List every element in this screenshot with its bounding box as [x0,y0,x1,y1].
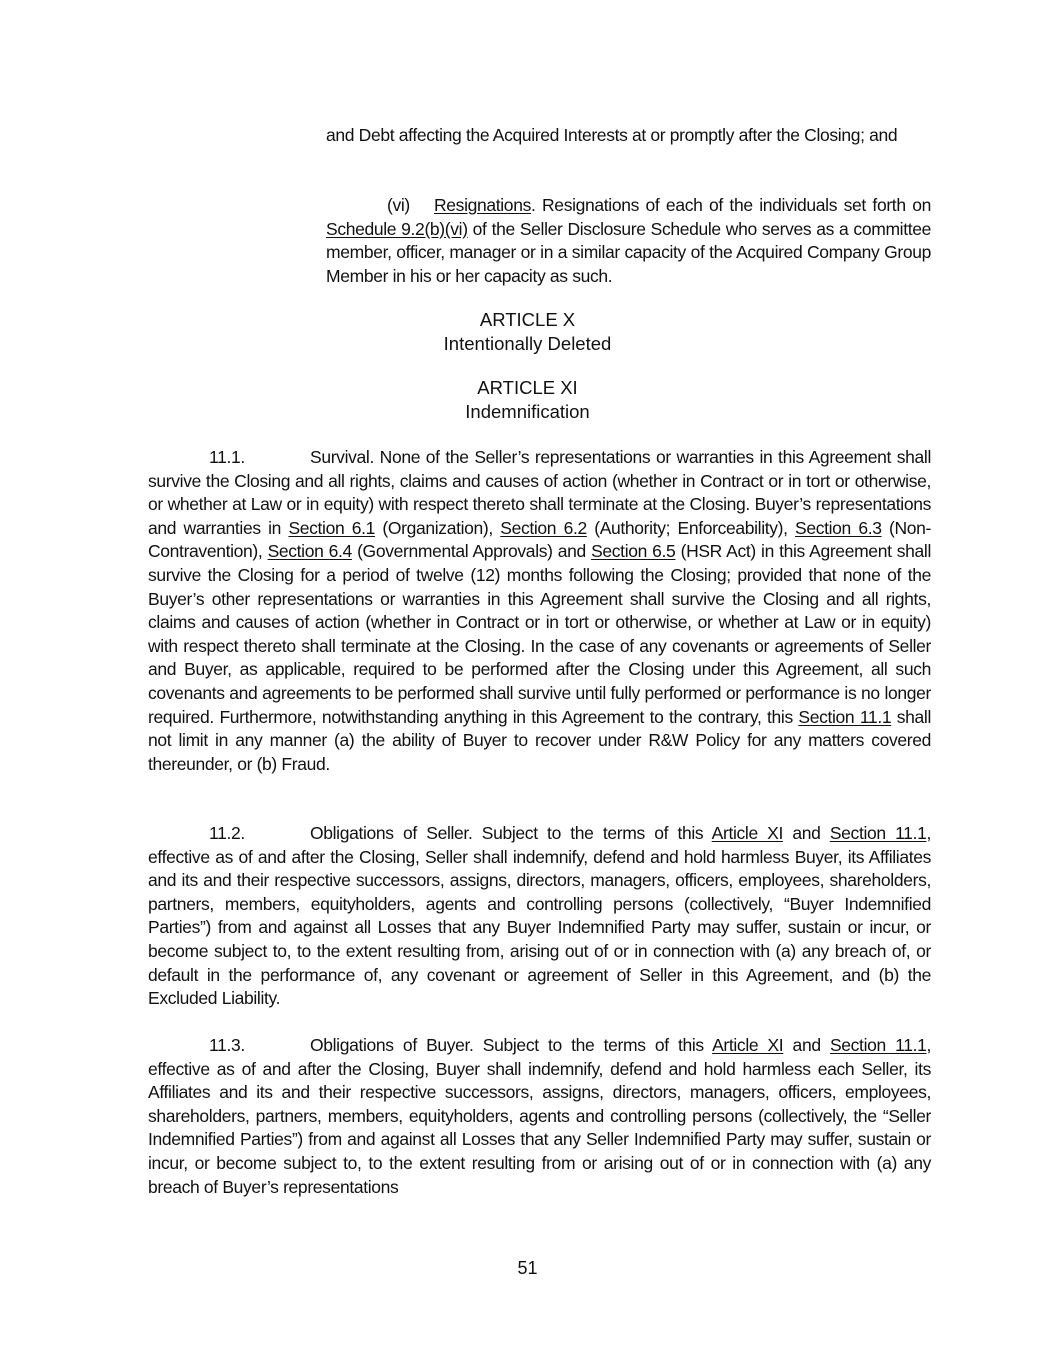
section-11-1-title: Survival. [310,447,374,467]
section-11-1-text: (Governmental Approvals) and [351,541,592,562]
section-number-wrap [148,822,310,846]
page-number: 51 [517,1258,538,1278]
section-11-1-number: 11.1. [209,447,245,467]
section-11-2-paragraph [148,822,931,1011]
section-11-2-text: Subject to the terms of this [472,823,712,843]
section-11-2-text: , effective as of and after the Closing, Seller shall indemnify, defend and hold harmless Buyer, its Affiliates and its and their respective successors, assigns, directors, managers, officers, employees, shareholders, partners, members, equityholders, agents and controlling persons (collectively, “Buyer Indemnified Parties”) from and against all Losses that any Buyer Indemnified Party may suffer, sustain or incur, or become subject to, to the extent resulting from, arising out of or in connection with (a) any breach of, or default in the performance of, any covenant or agreement of Seller in this Agreement, and (b) the Excluded Liability. [148,823,931,1009]
section-11-1-text: (Authority; Enforceability), [586,517,796,538]
section-11-1-text: (Organization), [375,517,501,538]
continuation-paragraph [326,124,931,148]
article-xi-reference: Article XI [711,823,784,843]
section-11-1-reference: Section 11.1 [829,1035,927,1055]
section-11-3-text: , effective as of and after the Closing, Buyer shall indemnify, defend and hold harmless each Seller, its Affiliates and its and their respective successors, assigns, directors, managers, officers, employees, shareholders, partners, members, equityholders, agents and controlling persons (collectively, the “Seller Indemnified Parties”) from and against all Losses that any Seller Indemnified Party may suffer, sustain or incur, or become subject to, to the extent resulting from or arising out of or in connection with (a) any breach of Buyer’s representations [148,1035,931,1197]
section-11-3-text: and [783,1035,830,1055]
section-11-1-reference: Section 11.1 [798,706,892,727]
section-number-wrap [148,446,310,470]
continuation-text: and Debt affecting the Acquired Interests at or promptly after the Closing; and [326,125,898,145]
section-11-1-text: (Non-Contravention), [148,517,931,562]
article-xi-reference: Article XI [712,1035,784,1055]
section-6-4-reference: Section 6.4 [267,541,352,562]
section-11-3-paragraph [148,1034,931,1199]
section-11-2-title: Obligations of Seller. [310,823,473,843]
section-11-1-paragraph [148,446,931,776]
section-11-3-title: Obligations of Buyer. [310,1035,474,1055]
section-6-1-reference: Section 6.1 [288,517,376,538]
section-6-5-reference: Section 6.5 [591,541,676,562]
article-xi-label: ARTICLE XI [477,377,578,398]
section-number-wrap [148,1034,310,1058]
section-11-3-text: Subject to the terms of this [473,1035,713,1055]
article-x-title: Intentionally Deleted [443,333,612,354]
item-vi-title: Resignations [434,195,531,215]
item-vi-number: (vi) [387,195,410,215]
section-11-2-text: and [783,823,830,843]
article-xi-title: Indemnification [465,401,590,422]
article-xi-heading [0,376,1055,424]
section-11-1-reference: Section 11.1 [829,823,927,843]
section-11-1-text: None of the Seller’s representations or warranties in this Agreement shall survive the Closing and all rights, claims and causes of action (whether in Contract or in tort or otherwise, or whether at Law or in equity) with respect thereto shall terminate at the Closing. Buyer’s representations and warranties in [148,447,931,538]
article-x-label: ARTICLE X [479,309,576,330]
section-6-3-reference: Section 6.3 [795,517,882,538]
section-11-1-text: (HSR Act) in this Agreement shall survive the Closing for a period of twelve (12) months following the Closing; provided that none of the Buyer’s other representations or warranties in this Agreement shall survive the Closing and all rights, claims and causes of action (whether in Contract or in tort or otherwise, or whether at Law or in equity) with respect thereto shall terminate at the Closing. In the case of any covenants or agreements of Seller and Buyer, as applicable, required to be performed after the Closing under this Agreement, all such covenants and agreements to be performed shall survive until fully performed or performance is no longer required. Furthermore, notwithstanding anything in this Agreement to the contrary, this [148,541,931,727]
schedule-reference: Schedule 9.2(b)(vi) [326,218,468,239]
item-vi-paragraph [326,194,931,288]
section-6-2-reference: Section 6.2 [500,517,587,538]
item-vi-text-2: of the Seller Disclosure Schedule who serves as a committee member, officer, manager or in a similar capacity of the Acquired Company Group Member in his or her capacity as such. [326,218,931,286]
item-vi-text-1: . Resignations of each of the individuals set forth on [530,195,931,215]
article-x-heading [0,308,1055,356]
section-11-1-text: shall not limit in any manner (a) the ability of Buyer to recover under R&W Policy for any matters covered thereunder, or (b) Fraud. [148,706,931,774]
section-11-2-number: 11.2. [209,823,245,843]
section-11-3-number: 11.3. [209,1035,245,1055]
